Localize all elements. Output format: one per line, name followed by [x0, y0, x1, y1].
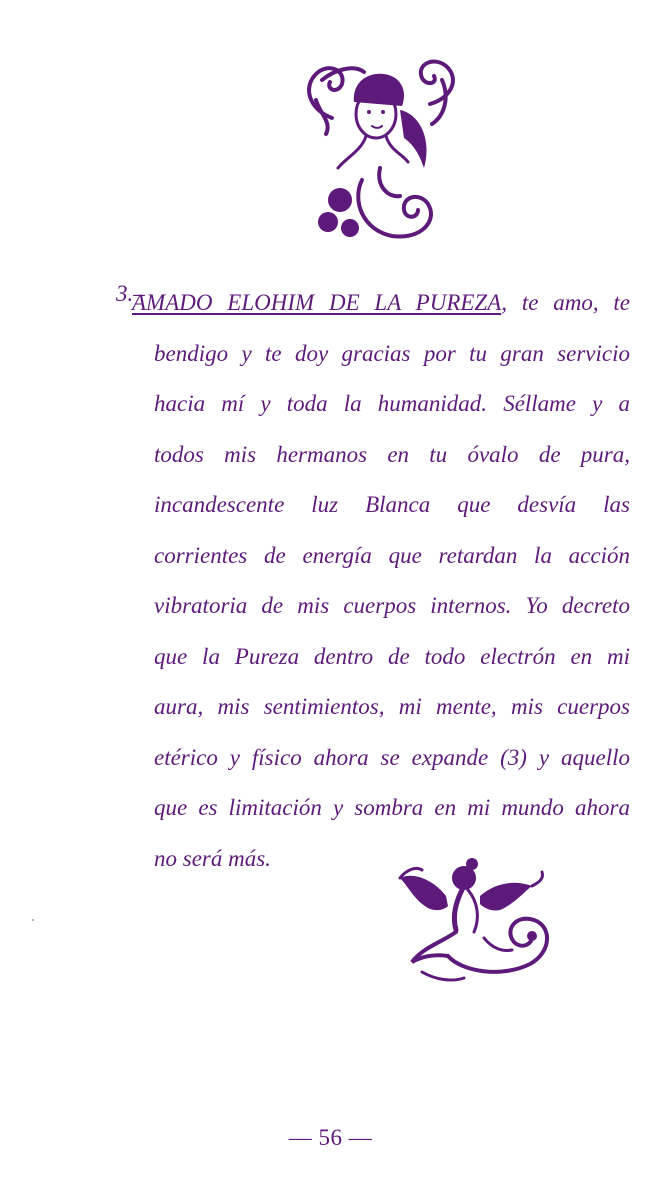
paragraph-line: incandescente luz Blanca que desvía las: [154, 492, 630, 517]
paragraph-line: hacia mí y toda la humanidad. Séllame y a: [154, 391, 630, 416]
paragraph-line: que la Pureza dentro de todo electrón en mi: [154, 643, 630, 669]
paragraph-line: aura, mis sentimientos, mi mente, mis cuerpos: [154, 694, 630, 719]
paragraph-line: que es limitación y sombra en mi mundo ahora: [154, 795, 630, 820]
lead-phrase: AMADO ELOHIM DE LA PUREZA: [132, 290, 502, 315]
paragraph-number: 3.–: [116, 281, 145, 306]
paragraph-line: todos mis hermanos en tu óvalo de pura,: [154, 441, 630, 467]
paragraph-line: bendigo y te doy gracias por tu gran servicio: [154, 340, 630, 366]
paragraph-body: [132, 278, 630, 884]
paragraph-line: vibratoria de mis cuerpos internos. Yo decreto: [154, 593, 630, 618]
bottom-ornament-icon: [392, 852, 558, 987]
paragraph-line: AMADO ELOHIM DE LA PUREZA, te amo, te: [132, 290, 630, 315]
paragraph-line: corrientes de energía que retardan la acción: [154, 542, 630, 568]
paragraph-line: etérico y físico ahora se expande (3) y aquello: [154, 744, 630, 770]
paragraph-line: no será más.: [154, 845, 271, 871]
top-ornament-icon: [292, 50, 468, 248]
scan-speck: [32, 919, 34, 921]
page-number: — 56 —: [288, 1125, 373, 1150]
